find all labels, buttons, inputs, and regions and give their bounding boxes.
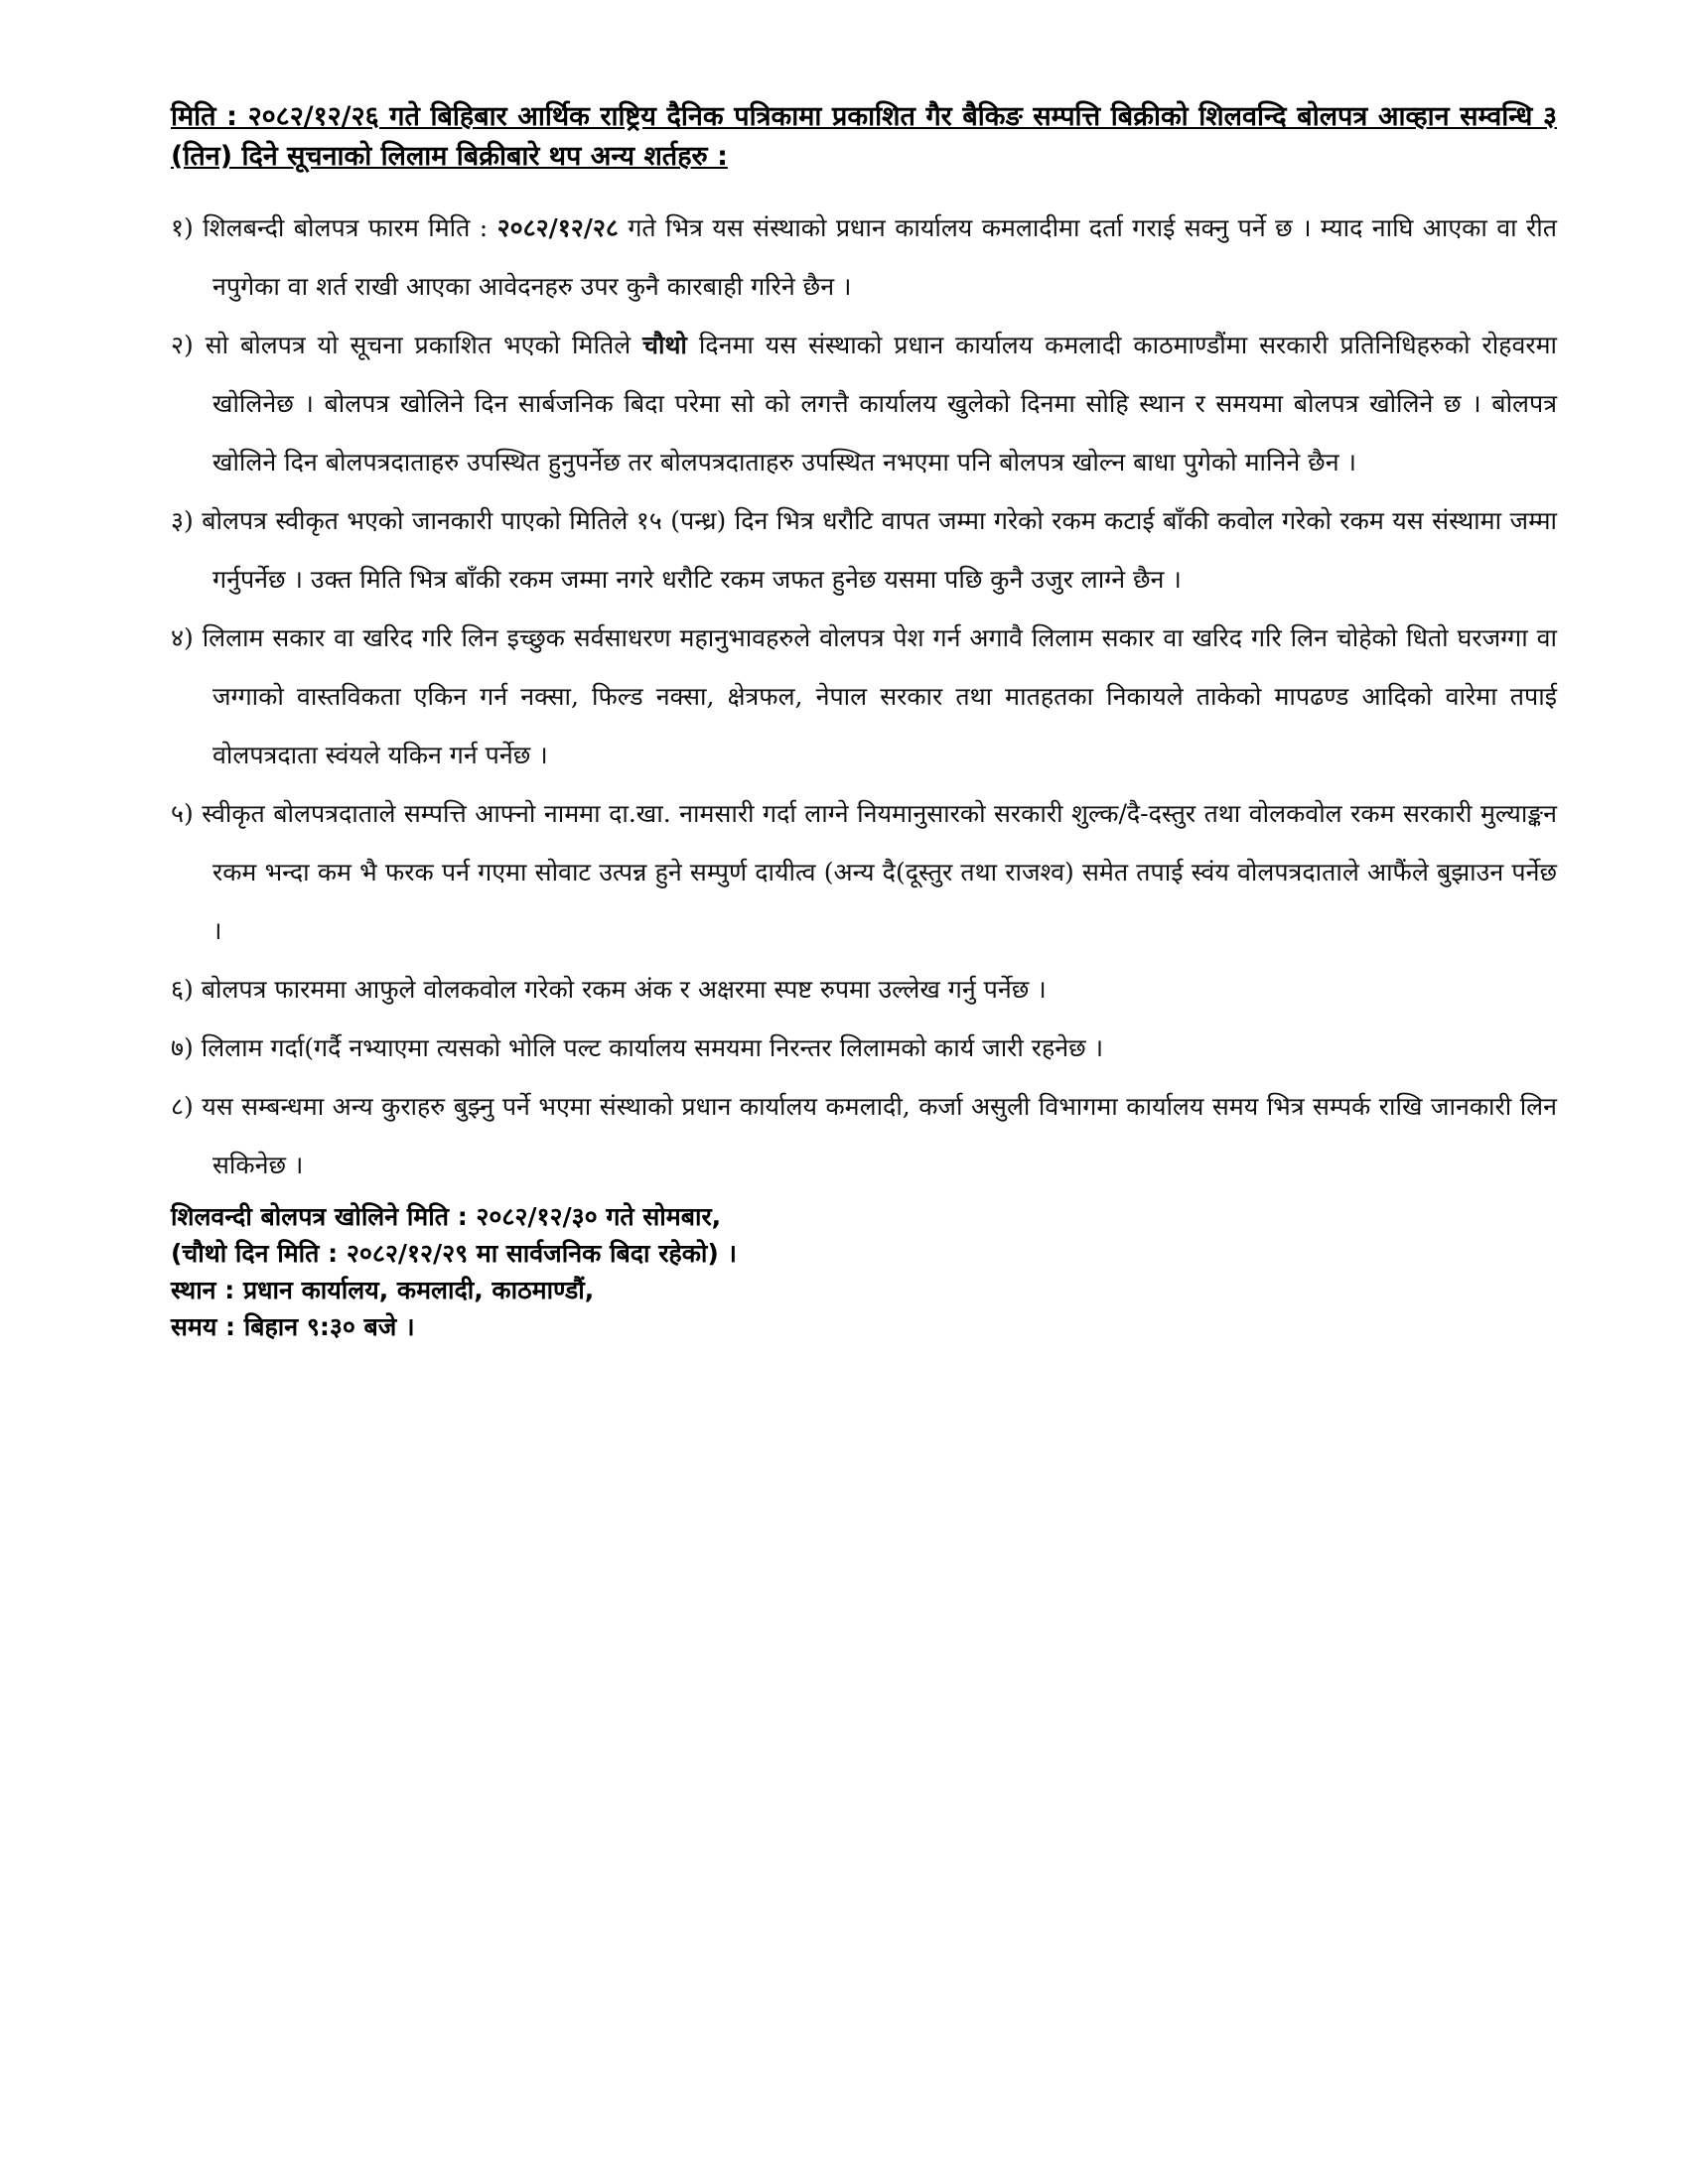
term-item-5 (171, 784, 1557, 960)
term-number: १) (171, 213, 194, 242)
term-number: ६) (171, 975, 194, 1004)
holiday-note-line: (चौथो दिन मिति : २०८२/१२/२९ मा सार्वजनिक बिदा रहेको) । (171, 1239, 737, 1268)
term-text-pre: लिलाम गर्दा(गर्दै नभ्याएमा त्यसको भोलि पल्ट कार्यालय समयमा निरन्तर लिलामको कार्य जारी रहनेछ । (201, 1033, 1104, 1062)
term-item-7 (171, 1019, 1557, 1077)
time-line: समय : बिहान ९:३० बजे । (171, 1312, 415, 1341)
term-number: ४) (171, 623, 194, 652)
term-number: २) (171, 331, 194, 359)
term-item-1 (171, 199, 1557, 316)
term-text-bold: चौथो (642, 331, 687, 359)
term-text-pre: स्वीकृत बोलपत्रदाताले सम्पत्ति आफ्नो नाममा दा.खा. नामसारी गर्दा लाग्ने नियमानुसारको सरकारी शुल्क/दै-दस्तुर तथा वोलकवोल रकम सरकारी मुल्याङ्कन रकम भन्दा कम भै फरक पर्न गएमा सोवाट उत्पन्न हुने सम्पुर्ण दायीत्व (अन्य दै(दूस्तुर तथा राजश्व) समेत तपाई स्वंय वोलपत्रदाताले आफैंले बुझाउन पर्नेछ । (202, 799, 1557, 945)
term-text-post: दिनमा यस संस्थाको प्रधान कार्यालय कमलादी काठमाण्डौंमा सरकारी प्रतिनिधिहरुको रोहवरमा खोलिनेछ । बोलपत्र खोलिने दिन सार्बजनिक बिदा परेमा सो को लगत्तै कार्यालय खुलेको दिनमा सोहि स्थान र समयमा बोलपत्र खोलिने छ । बोलपत्र खोलिने दिन बोलपत्रदाताहरु उपस्थित हुनुपर्नेछ तर बोलपत्रदाताहरु उपस्थित नभएमा पनि बोलपत्र खोल्न बाधा पुगेको मानिने छैन । (212, 331, 1557, 477)
term-number: ३) (171, 506, 194, 535)
term-text-pre: बोलपत्र स्वीकृत भएको जानकारी पाएको मितिले १५ (पन्ध्र) दिन भित्र धरौटि वापत जम्मा गरेको रकम कटाई बाँकी कवोल गरेको रकम यस संस्थामा जम्मा गर्नुपर्नेछ । उक्त मिति भित्र बाँकी रकम जम्मा नगरे धरौटि रकम जफत हुनेछ यसमा पछि कुनै उजुर लाग्ने छैन । (202, 506, 1557, 594)
term-text-pre: शिलबन्दी बोलपत्र फारम मिति : (203, 213, 489, 242)
term-number: ७) (171, 1033, 194, 1062)
term-number: ५) (171, 799, 194, 828)
term-item-2 (171, 316, 1557, 491)
term-item-8 (171, 1077, 1557, 1194)
term-item-4 (171, 609, 1557, 784)
term-text-pre: यस सम्बन्धमा अन्य कुराहरु बुझ्नु पर्ने भएमा संस्थाको प्रधान कार्यालय कमलादी, कर्जा असुली विभागमा कार्यालय समय भित्र सम्पर्क राखि जानकारी लिन सकिनेछ । (202, 1092, 1557, 1179)
notice-page (171, 97, 1557, 1345)
location-line: स्थान : प्रधान कार्यालय, कमलादी, काठमाण्डौं, (171, 1276, 595, 1304)
term-item-6 (171, 960, 1557, 1019)
opening-date-line: शिलवन्दी बोलपत्र खोलिने मिति : २०८२/१२/३० गते सोमबार, (171, 1202, 722, 1231)
term-text-bold: २०८२/१२/२८ (496, 213, 619, 242)
term-item-3 (171, 491, 1557, 609)
term-text-post: गते भित्र यस संस्थाको प्रधान कार्यालय कमलादीमा दर्ता गराई सक्नु पर्ने छ । म्याद नाघि आएका वा रीत नपुगेका वा शर्त राखी आएका आवेदनहरु उपर कुनै कारबाही गरिने छैन । (212, 213, 1557, 301)
notice-heading: मिति : २०८२/१२/२६ गते बिहिबार आर्थिक राष्ट्रिय दैनिक पत्रिकामा प्रकाशित गैर बैकिङ सम्पत्ति बिक्रीको शिलवन्दि बोलपत्र आव्हान सम्वन्धि ३ (तिन) दिने सूचनाको लिलाम बिक्रीबारे थप अन्य शर्तहरु : (171, 101, 1557, 172)
term-text-pre: सो बोलपत्र यो सूचना प्रकाशित भएको मितिले (205, 331, 632, 359)
opening-details (171, 1198, 1557, 1345)
terms-list (171, 199, 1557, 1194)
term-text-pre: बोलपत्र फारममा आफुले वोलकवोल गरेको रकम अंक र अक्षरमा स्पष्ट रुपमा उल्लेख गर्नु पर्नेछ । (201, 975, 1047, 1004)
term-number: ८) (171, 1092, 194, 1121)
term-text-pre: लिलाम सकार वा खरिद गरि लिन इच्छुक सर्वसाधरण महानुभावहरुले वोलपत्र पेश गर्न अगावै लिलाम सकार वा खरिद गरि लिन चोहेको धितो घरजग्गा वा जग्गाको वास्तविकता एकिन गर्न नक्सा, फिल्ड नक्सा, क्षेत्रफल, नेपाल सरकार तथा मातहतका निकायले ताकेको मापढण्ड आदिको वारेमा तपाई वोलपत्रदाता स्वंयले यकिन गर्न पर्नेछ । (202, 623, 1557, 769)
